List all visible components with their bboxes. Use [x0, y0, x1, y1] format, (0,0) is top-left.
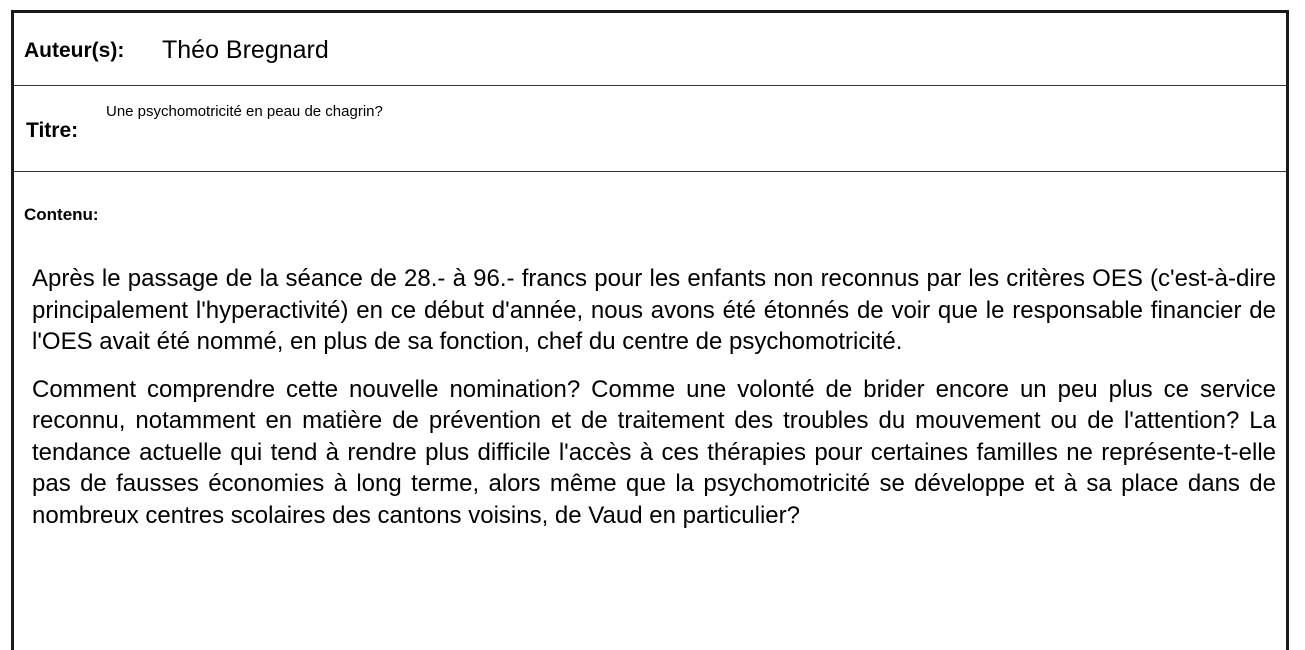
author-name: Théo Bregnard — [162, 36, 329, 64]
content-paragraph: Après le passage de la séance de 28.- à 96.- francs pour les enfants non reconnus par les critères OES (c'est-à-dire principalement l'hyperactivité) en ce début d'année, nous avons été étonnés de voir que le responsable financier de l'OES avait été nommé, en plus de sa fonction, chef du centre de psychomotricité. — [32, 265, 1276, 355]
title-row — [14, 86, 1286, 172]
document-form — [11, 10, 1289, 650]
content-body — [32, 263, 1276, 547]
content-label: Contenu: — [24, 205, 99, 224]
content-paragraph: Comment comprendre cette nouvelle nomination? Comme une volonté de brider encore un peu plus ce service reconnu, notamment en matière de prévention et de traitement des troubles du mouvement ou de l'attention? La tendance actuelle qui tend à rendre plus difficile l'accès à ces thérapies pour certaines familles ne représente-t-elle pas de fausses économies à long terme, alors même que la psychomotricité se développe et à sa place dans de nombreux centres scolaires des cantons voisins, de Vaud en particulier? — [32, 375, 1276, 529]
document-title: Une psychomotricité en peau de chagrin? — [106, 103, 383, 120]
author-label: Auteur(s): — [24, 39, 125, 62]
author-row — [14, 13, 1286, 86]
title-label: Titre: — [26, 119, 79, 142]
